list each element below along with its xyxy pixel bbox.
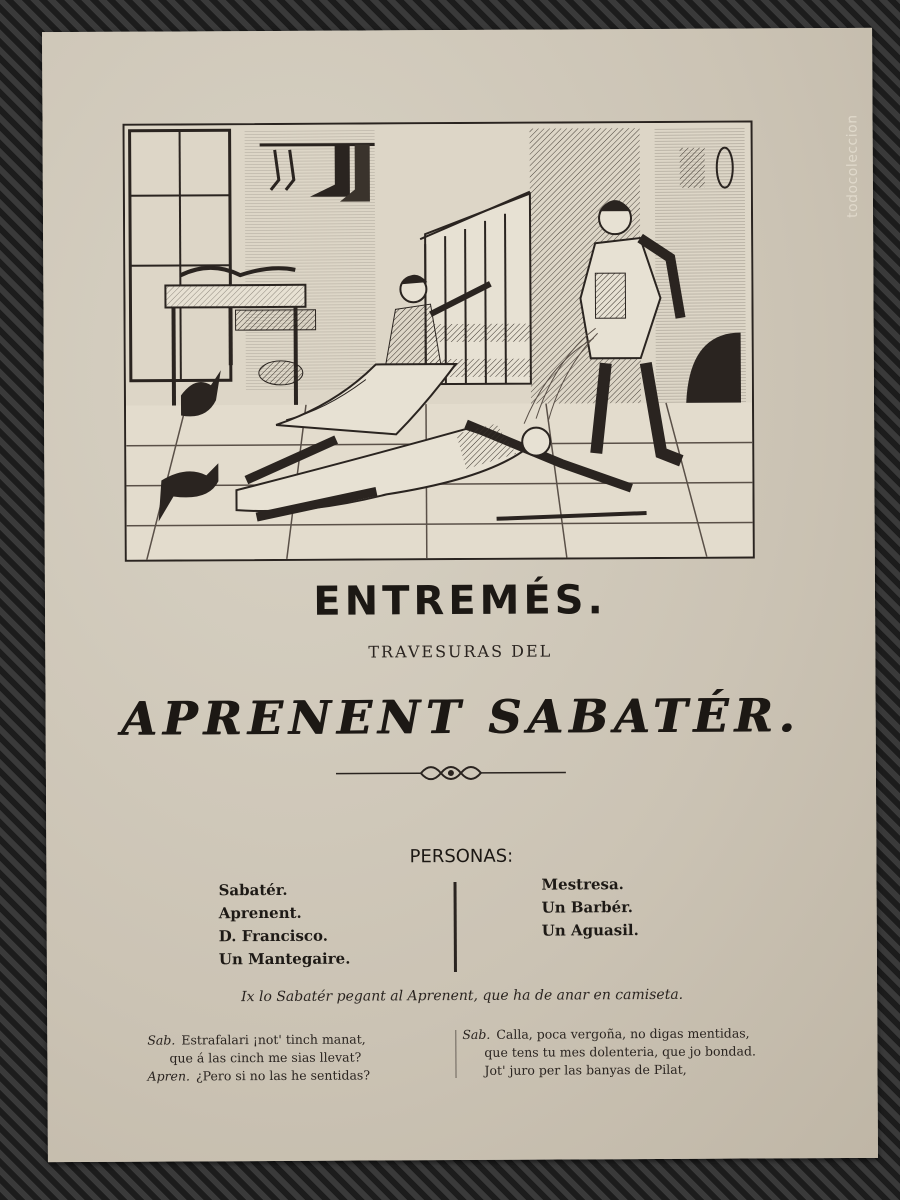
cast-member: Un Aguasil. <box>541 921 639 940</box>
ornament-divider <box>336 757 566 788</box>
watermark-text: todocoleccion <box>844 114 862 218</box>
play-title: APRENENT SABATÉR. <box>120 688 801 746</box>
shoemaker-scene-image <box>125 122 753 559</box>
document-page <box>42 28 878 1162</box>
document-subtitle: TRAVESURAS DEL <box>368 641 553 662</box>
cast-divider <box>454 882 457 972</box>
verse-line <box>147 1048 467 1068</box>
verse-text: ¿Pero si no las he sentidas? <box>195 1067 371 1084</box>
verse-line <box>147 1066 467 1086</box>
cast-member: D. Francisco. <box>218 926 329 946</box>
cast-list-right <box>541 872 761 942</box>
cast-member: Mestresa. <box>541 875 624 894</box>
verse-column-left <box>147 1030 467 1086</box>
verse-line <box>462 1060 782 1080</box>
verse-column-right <box>462 1024 782 1080</box>
document-title: ENTREMÉS. <box>313 577 607 625</box>
verse-line <box>147 1030 467 1050</box>
personas-heading: PERSONAS: <box>409 845 514 868</box>
stage-direction: Ix lo Sabatér pegant al Aprenent, que ha de anar en camiseta. <box>241 986 684 1006</box>
cast-member: Un Barbér. <box>541 898 633 917</box>
cast-member: Aprenent. <box>218 903 302 923</box>
cast-member: Sabatér. <box>218 880 288 900</box>
speaker-label: Apren. <box>147 1068 190 1084</box>
cast-list-left <box>218 878 438 971</box>
verse-text: que á las cinch me sias llevat? <box>169 1049 362 1066</box>
speaker-label: Sab. <box>462 1026 491 1042</box>
verse-line <box>462 1042 782 1062</box>
verse-text: Jot' juro per las banyas de Pilat, <box>484 1061 687 1078</box>
verse-line <box>462 1024 782 1044</box>
verse-text: Calla, poca vergoña, no digas mentidas, <box>496 1025 750 1042</box>
cast-member: Un Mantegaire. <box>218 949 351 969</box>
verse-text: que tens tu mes dolenteria, que jo bondad. <box>484 1043 756 1060</box>
woodcut-illustration <box>123 120 755 561</box>
speaker-label: Sab. <box>147 1032 176 1048</box>
verse-text: Estrafalari ¡not' tinch manat, <box>181 1031 366 1048</box>
